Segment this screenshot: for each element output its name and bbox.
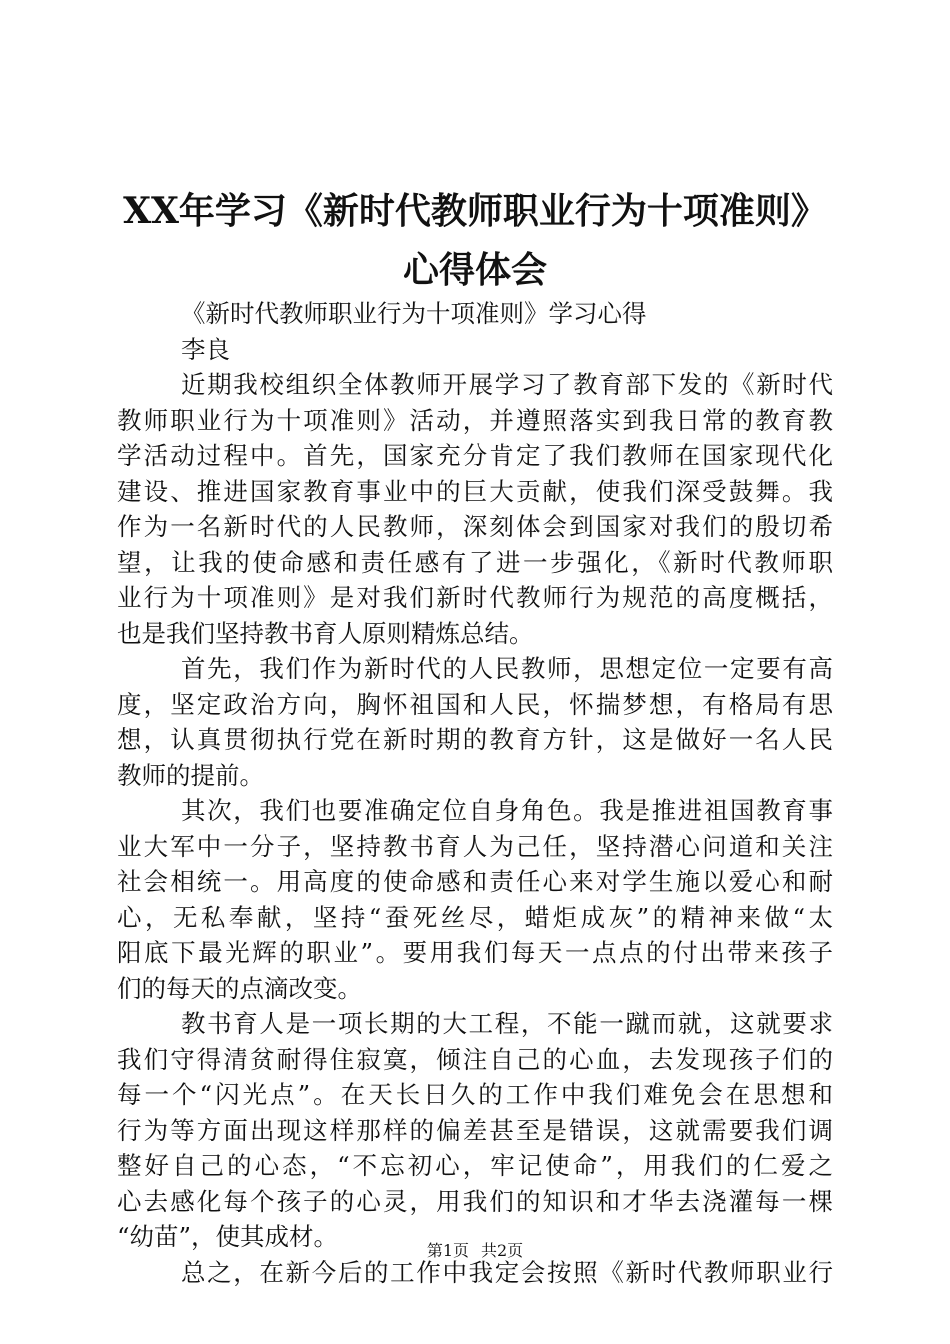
page-total: 共2页 xyxy=(481,1241,524,1260)
text-line: 总之，在新今后的工作中我定会按照《新时代教师职业行 xyxy=(181,1257,833,1287)
document-body xyxy=(117,296,833,1290)
text-line: 想，认真贯彻执行党在新时期的教育方针，这是做好一名人民 xyxy=(117,725,833,754)
text-line: 教师职业行为十项准则》活动，并遵照落实到我日常的教育教 xyxy=(117,405,833,435)
text-line: 教书育人是一项长期的大工程，不能一蹴而就，这就要求 xyxy=(181,1009,833,1038)
text-line: 整好自己的心态，“不忘初心，牢记使命”，用我们的仁爱之 xyxy=(117,1151,833,1180)
text-line: 近期我校组织全体教师开展学习了教育部下发的《新时代 xyxy=(181,370,833,399)
text-line: 首先，我们作为新时代的人民教师，思想定位一定要有高 xyxy=(181,654,833,683)
text-line: 《新时代教师职业行为十项准则》学习心得 xyxy=(181,299,647,328)
text-line: 心去感化每个孩子的心灵，用我们的知识和才华去浇灌每一棵 xyxy=(117,1186,833,1216)
text-line: 社会相统一。用高度的使命感和责任心来对学生施以爱心和耐 xyxy=(117,867,833,896)
text-line: 也是我们坚持教书育人原则精炼总结。 xyxy=(117,618,534,648)
text-line: “幼苗”，使其成材。 xyxy=(117,1222,339,1251)
text-line: 望，让我的使命感和责任感有了进一步强化，《新时代教师职 xyxy=(117,547,833,577)
page-footer xyxy=(0,1240,950,1262)
document-title-line-2: 心得体会 xyxy=(402,249,547,291)
document-title-line-1: XX年学习《新时代教师职业行为十项准则》 xyxy=(123,190,827,232)
text-line: 学活动过程中。首先，国家充分肯定了我们教师在国家现代化 xyxy=(117,441,833,470)
text-line: 作为一名新时代的人民教师，深刻体会到国家对我们的殷切希 xyxy=(117,512,833,541)
text-line: 心，无私奉献，坚持“蚕死丝尽，蜡炬成灰”的精神来做“太 xyxy=(117,902,833,932)
text-line: 教师的提前。 xyxy=(117,760,264,790)
text-line: 度，坚定政治方向，胸怀祖国和人民，怀揣梦想，有格局有思 xyxy=(117,689,833,719)
text-line: 业大军中一分子，坚持教书育人为己任，坚持潜心问道和关注 xyxy=(117,831,833,861)
text-line: 业行为十项准则》是对我们新时代教师行为规范的高度概括， xyxy=(117,583,833,612)
text-line: 每一个“闪光点”。在天长日久的工作中我们难免会在思想和 xyxy=(117,1080,833,1109)
text-line: 建设、推进国家教育事业中的巨大贡献，使我们深受鼓舞。我 xyxy=(117,476,833,506)
text-line: 们的每天的点滴改变。 xyxy=(117,973,362,1003)
text-line: 李良 xyxy=(181,334,230,364)
text-line: 阳底下最光辉的职业”。要用我们每天一点点的付出带来孩子 xyxy=(117,938,833,967)
text-line: 行为等方面出现这样那样的偏差甚至是错误，这就需要我们调 xyxy=(117,1115,833,1145)
page-number: 第1页 xyxy=(426,1241,469,1260)
text-line: 我们守得清贫耐得住寂寞，倾注自己的心血，去发现孩子们的 xyxy=(117,1044,833,1074)
text-line: 其次，我们也要准确定位自身角色。我是推进祖国教育事 xyxy=(181,796,833,825)
